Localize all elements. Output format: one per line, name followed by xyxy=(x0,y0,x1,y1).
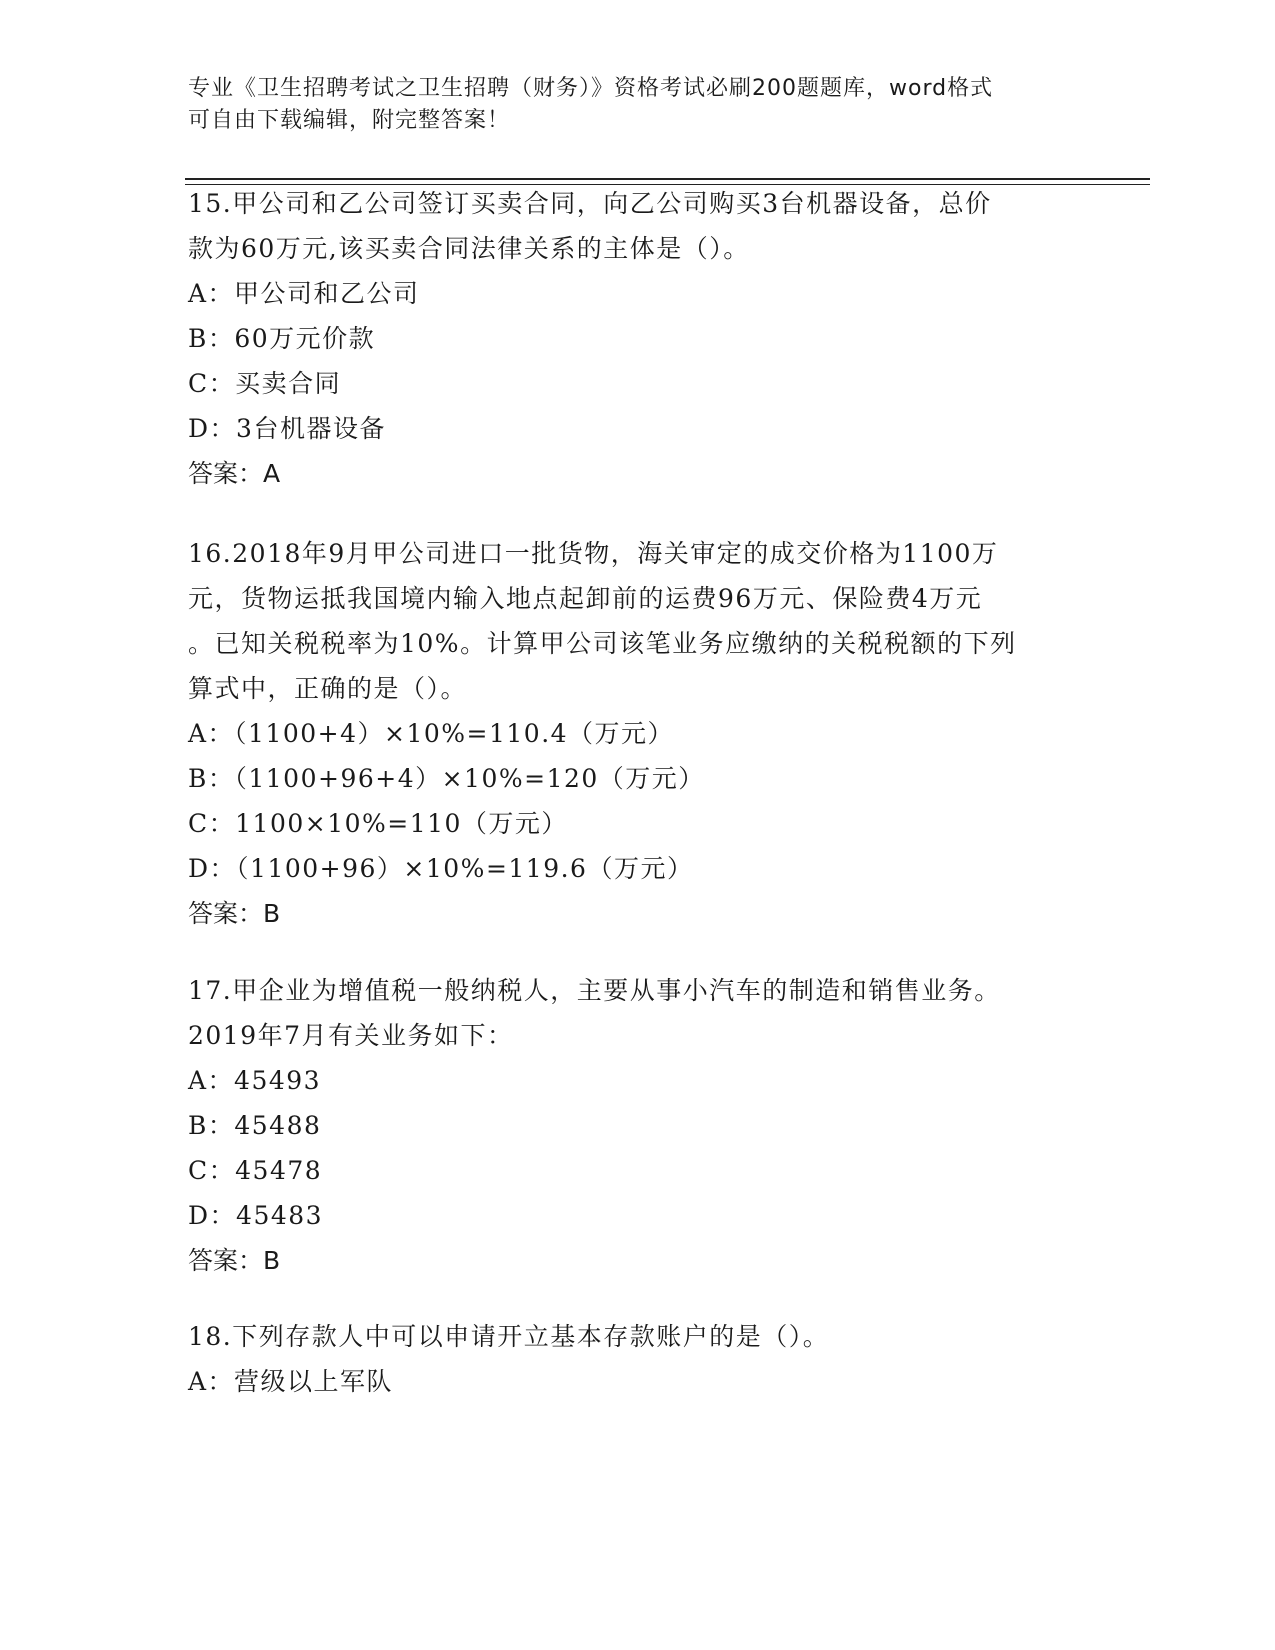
option-b: B：60万元价款 xyxy=(188,324,376,353)
question-stem-line: 2019年7月有关业务如下： xyxy=(188,1021,514,1050)
option-d: D：45483 xyxy=(188,1201,324,1230)
option-a: A：甲公司和乙公司 xyxy=(188,279,420,308)
question-18 xyxy=(188,1314,1088,1404)
option-c: C：45478 xyxy=(188,1156,323,1185)
answer-line: 答案：B xyxy=(188,899,281,928)
answer-line: 答案：B xyxy=(188,1246,281,1275)
option-b: B：（1100+96+4）×10%=120（万元） xyxy=(188,764,705,793)
option-c: C：买卖合同 xyxy=(188,369,342,398)
question-15 xyxy=(188,181,1088,496)
question-stem-line: 款为60万元,该买卖合同法律关系的主体是（）。 xyxy=(188,234,750,263)
question-stem-line: 。已知关税税率为10%。计算甲公司该笔业务应缴纳的关税税额的下列 xyxy=(188,629,1017,658)
option-c: C：1100×10%=110（万元） xyxy=(188,809,568,838)
option-a: A：营级以上军队 xyxy=(188,1367,394,1396)
option-d: D：（1100+96）×10%=119.6（万元） xyxy=(188,854,694,883)
question-stem-line: 17.甲企业为增值税一般纳税人，主要从事小汽车的制造和销售业务。 xyxy=(188,976,1001,1005)
question-stem-line: 元，货物运抵我国境内输入地点起卸前的运费96万元、保险费4万元 xyxy=(188,584,983,613)
option-a: A：（1100+4）×10%=110.4（万元） xyxy=(188,719,675,748)
option-d: D：3台机器设备 xyxy=(188,414,386,443)
question-stem-line: 算式中，正确的是（）。 xyxy=(188,674,468,703)
answer-line: 答案：A xyxy=(188,459,281,488)
question-16 xyxy=(188,531,1088,936)
header-line-2: 可自由下载编辑，附完整答案！ xyxy=(188,108,511,133)
question-stem-line: 18.下列存款人中可以申请开立基本存款账户的是（）。 xyxy=(188,1322,830,1351)
question-stem-line: 15.甲公司和乙公司签订买卖合同，向乙公司购买3台机器设备，总价 xyxy=(188,189,992,218)
option-a: A：45493 xyxy=(188,1066,322,1095)
document-header xyxy=(188,73,1068,137)
question-stem-line: 16.2018年9月甲公司进口一批货物，海关审定的成交价格为1100万 xyxy=(188,539,999,568)
question-17 xyxy=(188,968,1088,1283)
header-line-1: 专业《卫生招聘考试之卫生招聘（财务）》资格考试必刷200题题库，word格式 xyxy=(188,76,994,101)
option-b: B：45488 xyxy=(188,1111,322,1140)
